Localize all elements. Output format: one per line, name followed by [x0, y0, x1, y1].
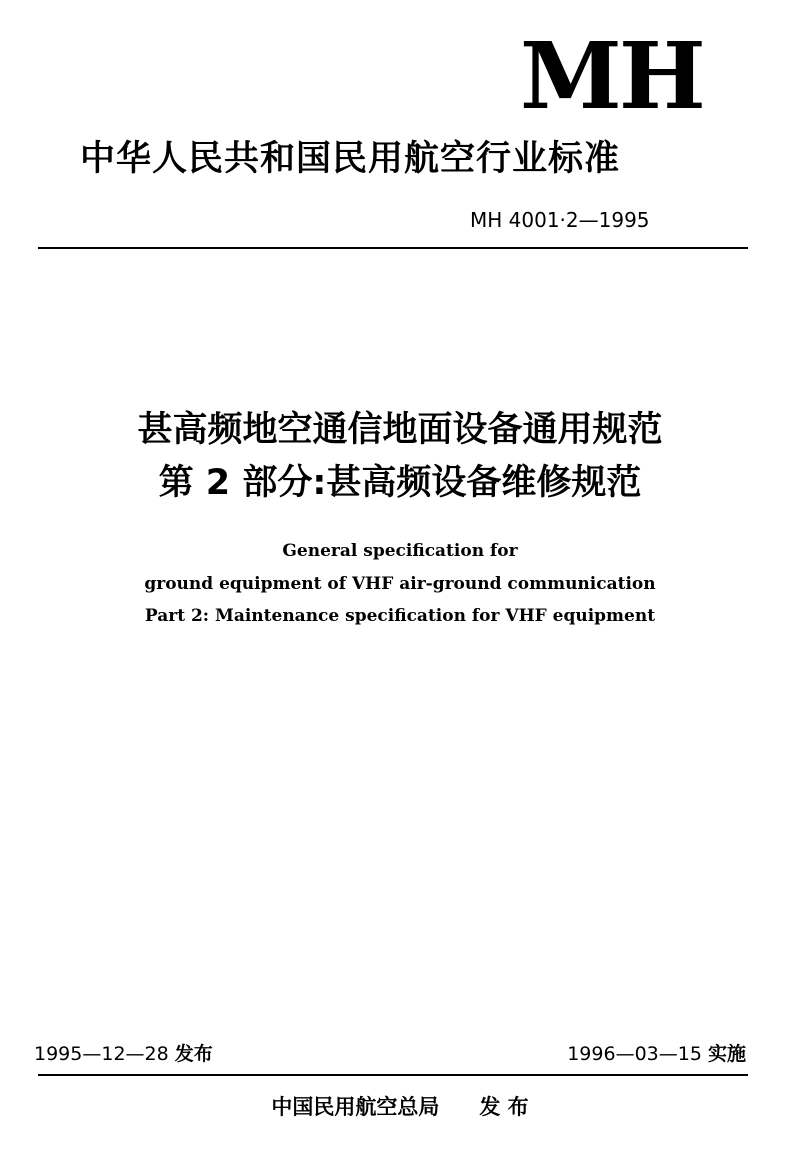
standard-code: MH 4001·2—1995	[470, 208, 650, 232]
chinese-title-line1: 甚高频地空通信地面设备通用规范	[137, 410, 663, 450]
issue-date: 1995—12—28	[34, 1043, 169, 1065]
footer-divider	[38, 1074, 748, 1076]
implement-date: 1996—03—15	[567, 1043, 702, 1065]
header-divider	[38, 247, 748, 249]
issue-label: 发布	[174, 1043, 213, 1065]
english-title-line3: Part 2: Maintenance specification for VHF equipment	[144, 606, 656, 626]
implement-label: 实施	[707, 1043, 746, 1065]
mh-logo: MH	[520, 22, 703, 130]
issuer-name: 中国民用航空总局	[271, 1095, 440, 1119]
english-title-line2: ground equipment of VHF air-ground communication	[144, 574, 656, 594]
issue-date-block	[34, 1045, 213, 1064]
english-title-line1: General specification for	[282, 541, 518, 561]
chinese-title-line2: 第 2 部分:甚高频设备维修规范	[158, 463, 642, 503]
standard-name: 中华人民共和国民用航空行业标准	[80, 139, 621, 179]
issuer-line	[0, 1097, 800, 1118]
issuer-action: 发 布	[479, 1095, 529, 1119]
implement-date-block	[567, 1045, 746, 1064]
